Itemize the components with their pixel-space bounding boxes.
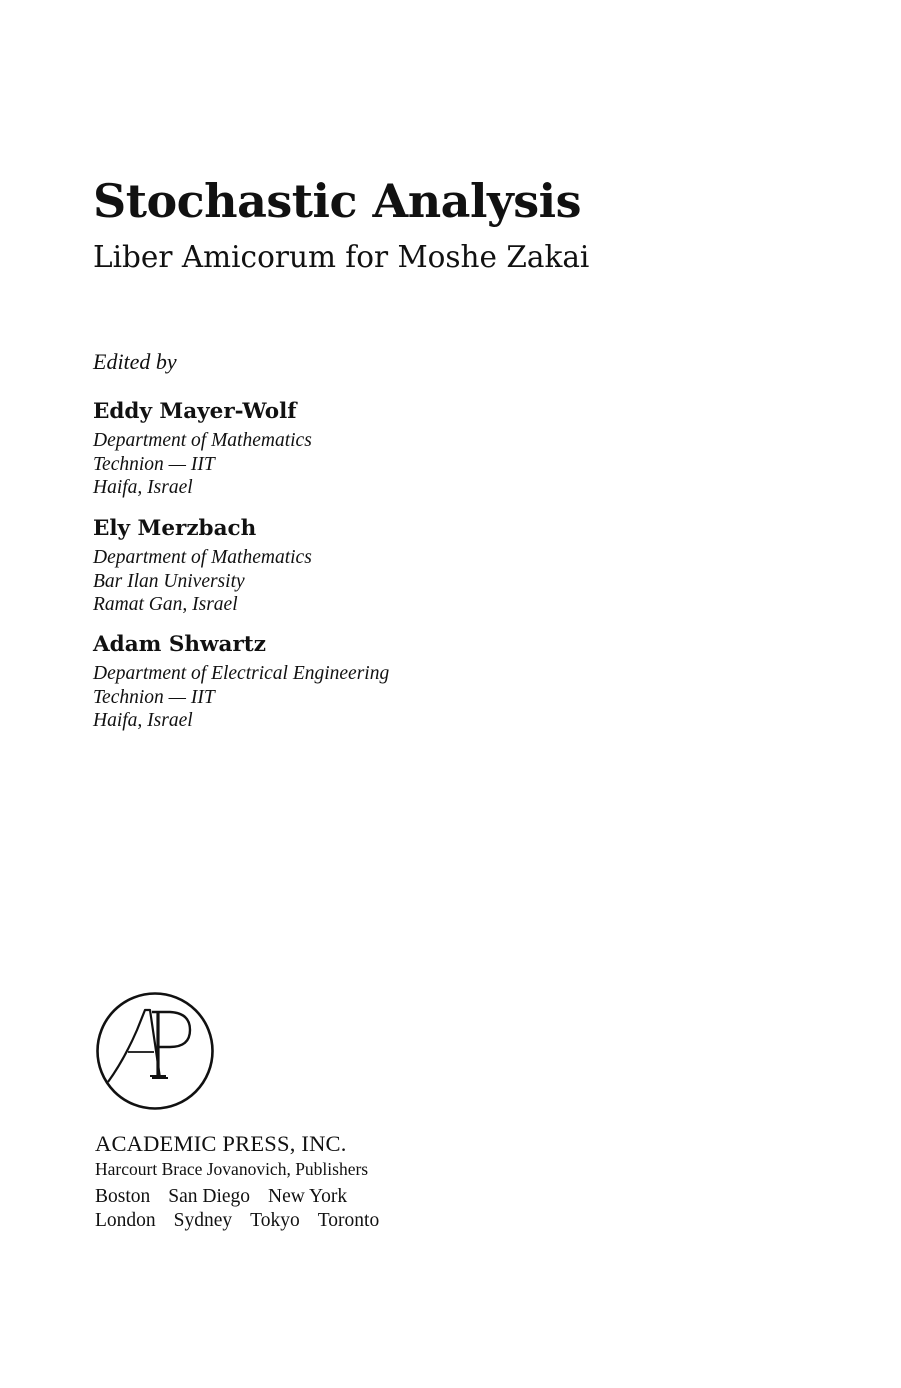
editor-3 bbox=[93, 629, 389, 733]
editor-institution: Bar Ilan University bbox=[93, 570, 245, 592]
editor-department: Department of Mathematics bbox=[93, 547, 312, 568]
editor-location: Haifa, Israel bbox=[93, 477, 193, 498]
city: Tokyo bbox=[250, 1210, 300, 1231]
editor-institution: Technion — IIT bbox=[93, 453, 215, 475]
editor-department: Department of Electrical Engineering bbox=[93, 663, 390, 684]
publisher-subtitle: Harcourt Brace Jovanovich, Publishers bbox=[95, 1159, 369, 1179]
publisher-name: ACADEMIC PRESS, INC. bbox=[95, 1131, 347, 1156]
publisher-block bbox=[95, 1130, 379, 1233]
editor-location: Ramat Gan, Israel bbox=[93, 594, 238, 615]
editor-name: Adam Shwartz bbox=[93, 632, 266, 657]
academic-press-logo bbox=[94, 990, 216, 1112]
book-subtitle: Liber Amicorum for Moshe Zakai bbox=[93, 240, 590, 274]
book-title: Stochastic Analysis bbox=[93, 174, 581, 228]
editor-institution: Technion — IIT bbox=[93, 686, 215, 708]
editor-1 bbox=[93, 396, 312, 500]
city: London bbox=[95, 1210, 156, 1231]
editor-2 bbox=[93, 513, 312, 617]
publisher-cities-row-2 bbox=[95, 1209, 379, 1233]
publisher-cities-row-1 bbox=[95, 1185, 379, 1209]
edited-by-label: Edited by bbox=[93, 349, 177, 374]
city: New York bbox=[268, 1186, 348, 1207]
city: Sydney bbox=[173, 1210, 233, 1231]
editor-name: Ely Merzbach bbox=[93, 516, 257, 541]
editor-name: Eddy Mayer-Wolf bbox=[93, 399, 297, 424]
editor-location: Haifa, Israel bbox=[93, 710, 193, 731]
editor-department: Department of Mathematics bbox=[93, 430, 312, 451]
city: San Diego bbox=[168, 1186, 251, 1207]
city: Boston bbox=[95, 1186, 151, 1207]
city: Toronto bbox=[317, 1210, 380, 1231]
